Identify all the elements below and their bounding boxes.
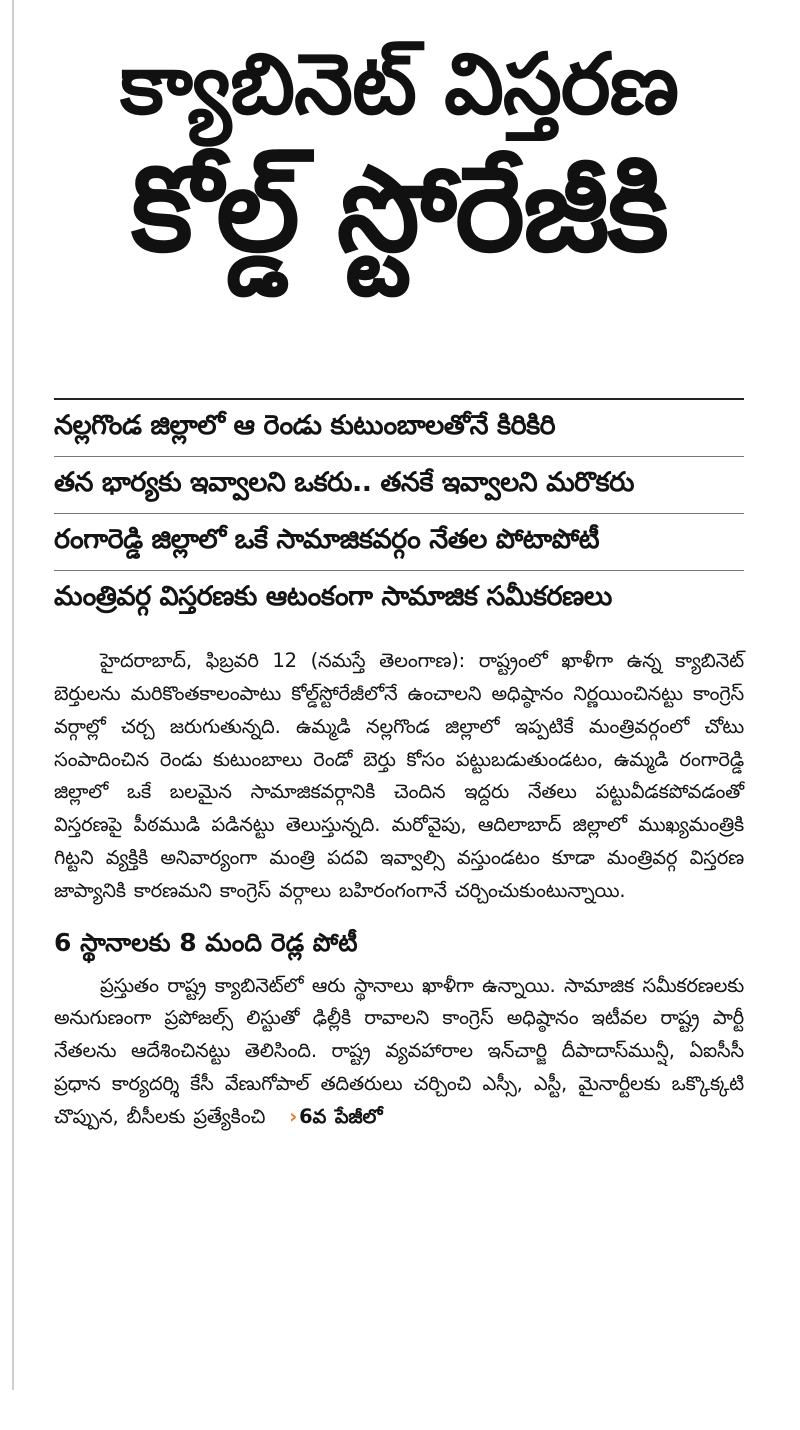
- column-divider: [12, 0, 14, 1390]
- chevron-right-icon: ›: [289, 1104, 298, 1128]
- section-subhead: 6 స్థానాలకు 8 మంది రెడ్ల పోటీ: [54, 927, 358, 957]
- body-paragraph-2: [54, 970, 744, 1134]
- deck-line: నల్లగొండ జిల్లాలో ఆ రెండు కుటుంబాలతోనే కిరికిరి: [54, 400, 744, 457]
- body-paragraph-1: హైదరాబాద్, ఫిబ్రవరి 12 (నమస్తే తెలంగాణ): రాష్ట్రంలో ఖాళీగా ఉన్న క్యాబినెట్ బెర్తులను మరికొంతకాలంపాటు కోల్డ్‌స్టోరేజీలోనే ఉంచాలని అధిష్ఠానం నిర్ణయించినట్టు కాంగ్రెస్ వర్గాల్లో చర్చ జరుగుతున్నది. ఉమ్మడి నల్లగొండ జిల్లాలో ఇప్పటికే మంత్రివర్గంలో చోటు సంపాదించిన రెండు కుటుంబాలు రెండో బెర్తు కోసం పట్టుబడుతుండటం, ఉమ్మడి రంగారెడ్డి జిల్లాలో ఒకే బలమైన సామాజికవర్గానికి చెందిన ఇద్దరు నేతలు పట్టువీడకపోవడంతో విస్తరణపై పీఠముడి పడినట్టు తెలుస్తున్నది. మరోవైపు, ఆదిలాబాద్ జిల్లాలో ముఖ్యమంత్రికి గిట్టని వ్యక్తికి అనివార్యంగా మంత్రి పదవి ఇవ్వాల్సి వస్తుండటం కూడా మంత్రివర్గ విస్తరణ జాప్యానికి కారణమని కాంగ్రెస్ వర్గాలు బహిరంగంగానే చర్చించుకుంటున్నాయి.: [54, 649, 744, 902]
- paragraph-2-text: ప్రస్తుతం రాష్ట్ర క్యాబినెట్‌లో ఆరు స్థానాలు ఖాళీగా ఉన్నాయి. సామాజిక సమీకరణలకు అనుగుణంగా ప్రపోజల్స్ లిస్టుతో ఢిల్లీకి రావాలని కాంగ్రెస్ అధిష్ఠానం ఇటీవల రాష్ట్ర పార్టీ నేతలను ఆదేశించినట్టు తెలిసింది. రాష్ట్ర వ్యవహారాల ఇన్‌చార్జి దీపాదాస్‌మున్షీ, ఏఐసీసీ ప్రధాన కార్యదర్శి కేసీ వేణుగోపాల్ తదితరులు చర్చించి ఎస్సీ, ఎస్టీ, మైనార్టీలకు ఒక్కొక్కటి చొప్పున, బీసీలకు ప్రత్యేకించి: [54, 973, 744, 1128]
- headline-line-1: క్యాబినెట్ విస్తరణ: [119, 35, 678, 133]
- deck-block: [54, 398, 744, 627]
- continued-on-page-link[interactable]: [289, 1105, 382, 1128]
- news-article: [54, 18, 744, 1134]
- deck-line: తన భార్యకు ఇవ్వాలని ఒకరు.. తనకే ఇవ్వాలని మరొకరు: [54, 457, 744, 514]
- deck-line: రంగారెడ్డి జిల్లాలో ఒకే సామాజికవర్గం నేతల పోటాపోటీ: [54, 514, 744, 571]
- deck-line: మంత్రివర్గ విస్తరణకు ఆటంకంగా సామాజిక సమీకరణలు: [54, 581, 612, 613]
- headline-line-2: కోల్డ్ స్టోరేజీకి: [131, 140, 667, 279]
- continued-page-label: 6వ పేజీలో: [299, 1104, 383, 1128]
